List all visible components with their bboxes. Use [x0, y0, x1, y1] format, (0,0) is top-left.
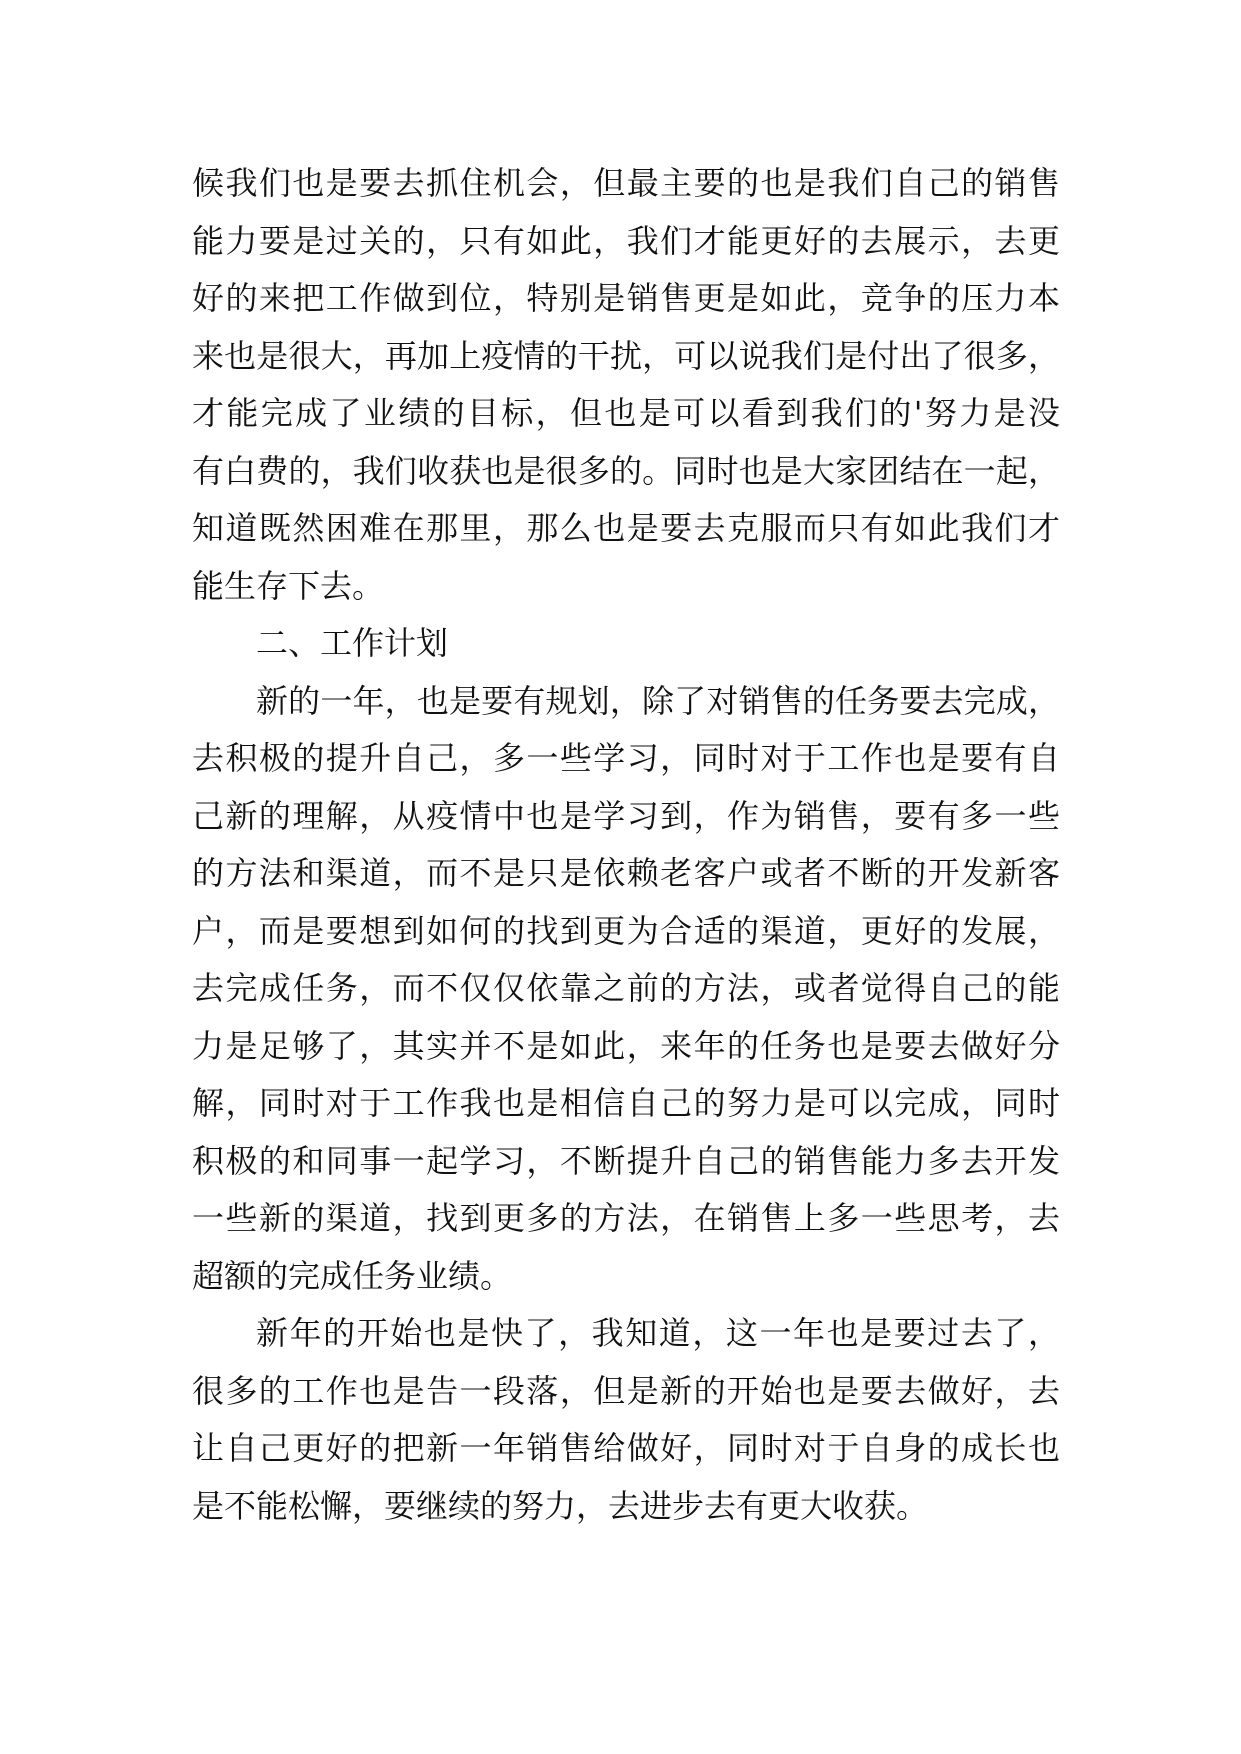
paragraph-2-line-10: 一些新的渠道，找到更多的方法，在销售上多一些思考，去 — [192, 1199, 1060, 1237]
paragraph-1-line-5: 才能完成了业绩的目标，但也是可以看到我们的'努力是没 — [192, 394, 1060, 432]
paragraph-3-line-1: 新年的开始也是快了，我知道，这一年也是要过去了， — [256, 1314, 1060, 1352]
paragraph-2-line-11: 超额的完成任务业绩。 — [192, 1256, 513, 1295]
paragraph-2-line-9: 积极的和同事一起学习，不断提升自己的销售能力多去开发 — [192, 1141, 1060, 1180]
paragraph-1-line-2: 能力要是过关的，只有如此，我们才能更好的去展示，去更 — [192, 221, 1060, 260]
section-heading: 二、工作计划 — [256, 624, 449, 662]
paragraph-1 — [192, 155, 1060, 615]
paragraph-1-line-8: 能生存下去。 — [192, 566, 385, 605]
paragraph-2-line-3: 己新的理解，从疫情中也是学习到，作为销售，要有多一些 — [192, 796, 1060, 835]
paragraph-1-line-1: 候我们也是要去抓住机会，但最主要的也是我们自己的销售 — [192, 164, 1060, 202]
paragraph-2-line-6: 去完成任务，而不仅仅依靠之前的方法，或者觉得自己的能 — [192, 969, 1060, 1007]
paragraph-1-line-3: 好的来把工作做到位，特别是销售更是如此，竞争的压力本 — [192, 279, 1060, 317]
paragraph-3-line-3: 让自己更好的把新一年销售给做好，同时对于自身的成长也 — [192, 1429, 1060, 1467]
paragraph-2-line-2: 去积极的提升自己，多一些学习，同时对于工作也是要有自 — [192, 739, 1060, 777]
document-body — [192, 155, 1060, 1535]
paragraph-1-line-6: 有白费的，我们收获也是很多的。同时也是大家团结在一起， — [192, 451, 1060, 490]
paragraph-2-line-4: 的方法和渠道，而不是只是依赖老客户或者不断的开发新客 — [192, 854, 1060, 892]
paragraph-3-line-4: 是不能松懈，要继续的努力，去进步去有更大收获。 — [192, 1486, 929, 1525]
paragraph-1-line-4: 来也是很大，再加上疫情的干扰，可以说我们是付出了很多， — [192, 336, 1060, 375]
paragraph-3 — [192, 1305, 1060, 1535]
paragraph-2 — [192, 673, 1060, 1306]
paragraph-1-line-7: 知道既然困难在那里，那么也是要去克服而只有如此我们才 — [192, 509, 1060, 547]
paragraph-3-line-2: 很多的工作也是告一段落，但是新的开始也是要去做好，去 — [192, 1371, 1060, 1410]
paragraph-2-line-8: 解，同时对于工作我也是相信自己的努力是可以完成，同时 — [192, 1084, 1060, 1122]
paragraph-2-line-1: 新的一年，也是要有规划，除了对销售的任务要去完成， — [256, 681, 1060, 720]
paragraph-2-line-7: 力是足够了，其实并不是如此，来年的任务也是要去做好分 — [192, 1026, 1060, 1065]
paragraph-2-line-5: 户，而是要想到如何的找到更为合适的渠道，更好的发展， — [192, 911, 1060, 950]
